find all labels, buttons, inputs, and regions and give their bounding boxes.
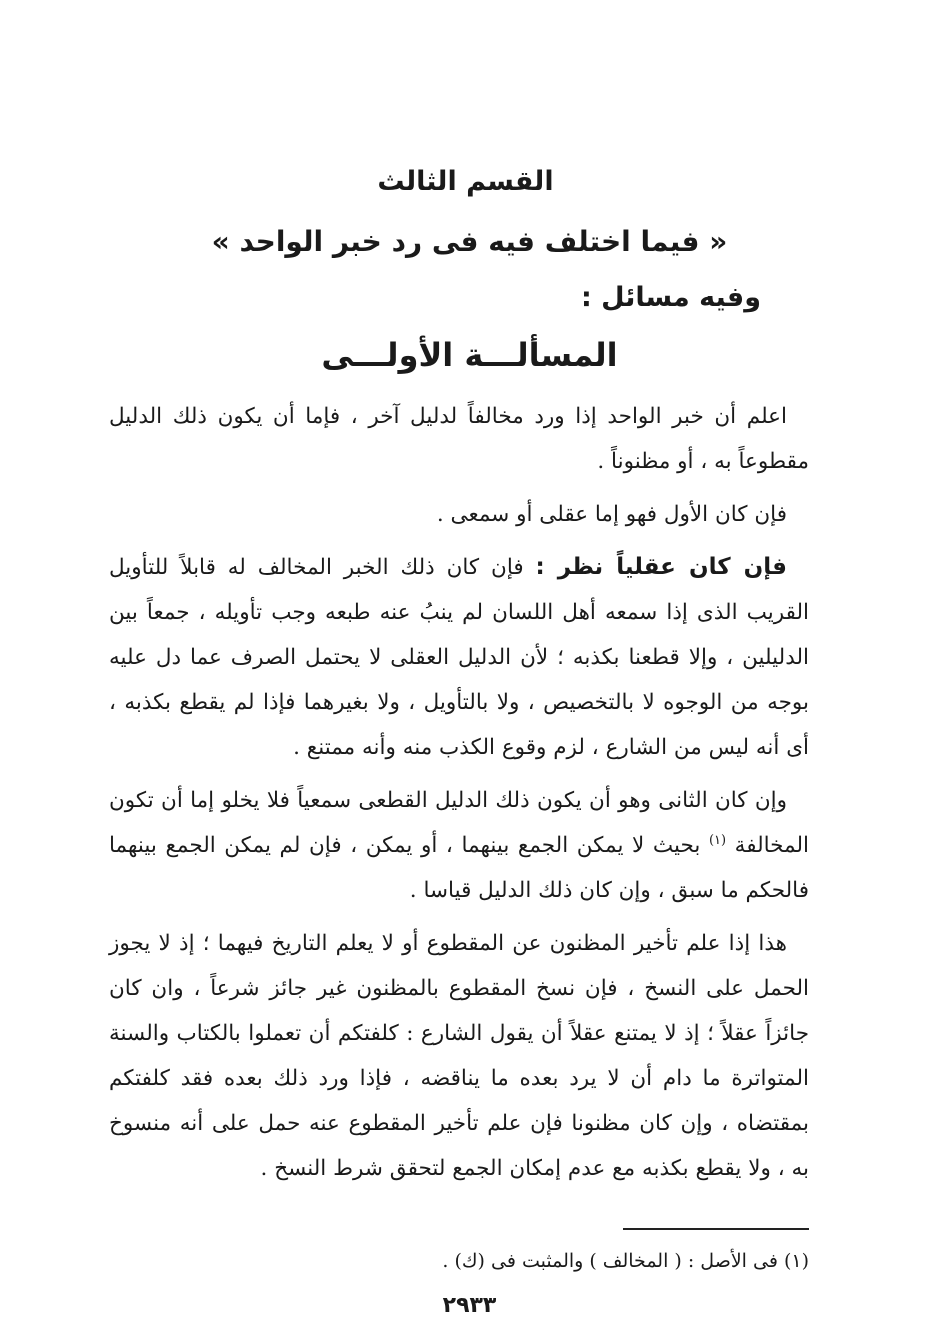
paragraph-4-text-a: وإن كان الثانى وهو أن يكون ذلك الدليل القطعى سمعياً فلا يخلو إما أن تكون المخالفة <box>109 788 810 858</box>
question-title: المسألـــة الأولـــى <box>321 336 618 374</box>
footnote-reference: (١) <box>708 832 727 848</box>
paragraph-3-lead: فإن كان عقلياً نظر : <box>535 554 787 580</box>
paragraph-4 <box>109 778 809 913</box>
paragraph-4-text-b: بحيث لا يمكن الجمع بينهما ، أو يمكن ، فإن لم يمكن الجمع بينهما فالحكم ما سبق ، وإن كان ذلك الدليل قياسا . <box>109 833 809 903</box>
section-heading-text: القسم الثالث <box>377 166 554 197</box>
section-heading <box>0 166 939 197</box>
page-number: ٢٩٣٣ <box>442 1293 497 1318</box>
paragraph-2: فإن كان الأول فهو إما عقلى أو سمعى . <box>436 502 787 527</box>
paragraph-1: اعلم أن خبر الواحد إذا ورد مخالفاً لدليل آخر ، فإما أن يكون ذلك الدليل مقطوعاً به ، أو مظنوناً . <box>109 404 809 474</box>
issues-intro: وفيه مسائل : <box>580 282 761 313</box>
paragraph-5: هذا إذا علم تأخير المظنون عن المقطوع أو لا يعلم التاريخ فيهما ؛ إذ لا يجوز الحمل على النسخ ، فإن نسخ المقطوع بالمظنون غير جائز شرعاً ، وان كان جائزاً عقلاً ؛ إذ لا يمتنع عقلاً أن يقول الشارع : كلفتكم أن تعملوا بالكتاب والسنة المتواترة ما دام أن لا يرد بعده ما يناقضه ، فإذا ورد ذلك بعده فقد كلفتكم بمقتضاه ، وإن كان مظنونا فإن علم تأخير المقطوع عنه حمل على أنه منسوخ به ، ولا يقطع بكذبه مع عدم إمكان الجمع لتحقق شرط النسخ . <box>109 931 809 1181</box>
paragraph-3 <box>109 545 809 770</box>
body-text <box>109 394 809 1199</box>
section-subtitle: « فيما اختلف فيه فى رد خبر الواحد » <box>211 225 728 258</box>
footnote: (١) فى الأصل : ( المخالف ) والمثبت فى (ك) . <box>442 1250 809 1272</box>
footnote-divider <box>623 1228 809 1230</box>
paragraph-3-text: فإن كان ذلك الخبر المخالف له قابلاً للتأويل القريب الذى إذا سمعه أهل اللسان لم ينبُ عنه طبعه وجب تأويله ، جمعاً بين الدليلين ، وإلا قطعنا بكذبه ؛ لأن الدليل العقلى لا يحتمل الصرف عما دل عليه بوجه من الوجوه لا بالتخصيص ، ولا بالتأويل ، ولا بغيرهما فإذا لم يقطع بكذبه ، أى أنه ليس من الشارع ، لزم وقوع الكذب منه وأنه ممتنع . <box>109 555 809 760</box>
